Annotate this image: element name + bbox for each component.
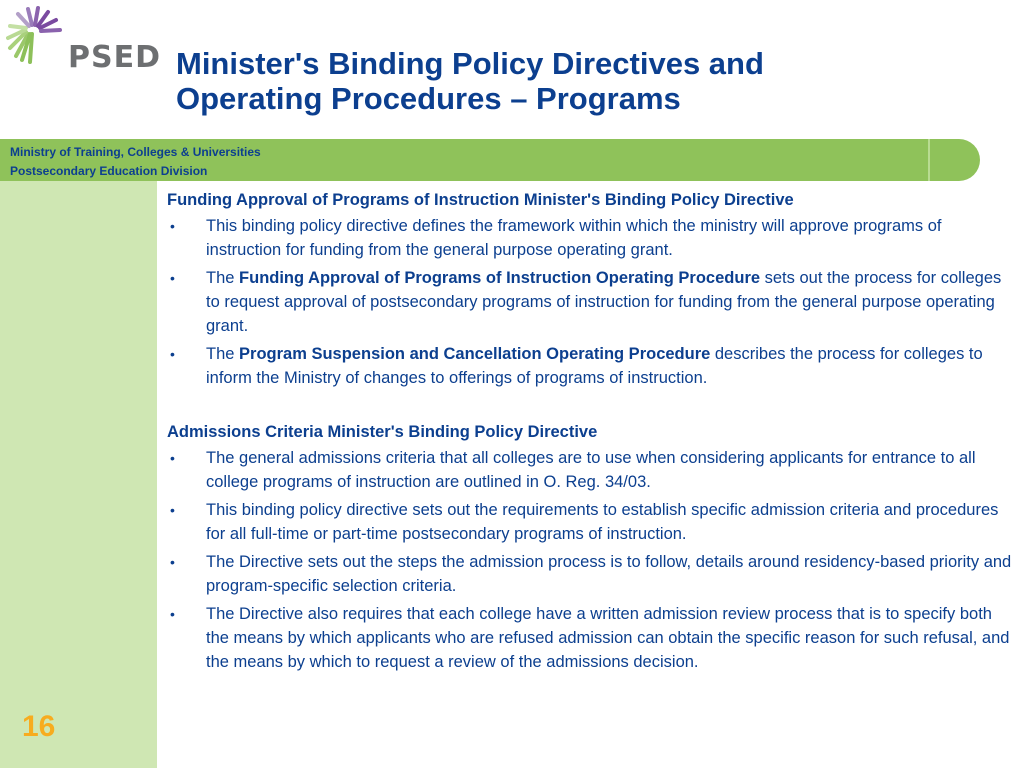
logo-wordmark: PSED [68, 40, 161, 75]
list-item: • This binding policy directive sets out the requirements to establish specific admission criteria and procedures for all full-time or part-time postsecondary programs of instruction. [167, 498, 1017, 546]
banner-divider [928, 139, 930, 181]
title-line-2: Operating Procedures – Programs [176, 81, 681, 116]
banner-ministry-name: Ministry of Training, Colleges & Universities [10, 145, 261, 159]
list-item: • The Directive also requires that each college have a written admission review process that is to specify both the means by which applicants who are refused admission can obtain the specific reason for such refusal, and the means by which to request a review of the admissions decision. [167, 602, 1017, 674]
page-title [176, 46, 876, 116]
psed-logo [6, 4, 161, 76]
section-heading-admissions: Admissions Criteria Minister's Binding Policy Directive [167, 423, 598, 441]
list-item: • The general admissions criteria that all colleges are to use when considering applicants for entrance to all college programs of instruction are outlined in O. Reg. 34/03. [167, 446, 1017, 494]
left-sidebar-panel [0, 181, 157, 768]
list-item: • The Directive sets out the steps the admission process is to follow, details around residency-based priority and program-specific selection criteria. [167, 550, 1017, 598]
procedure-name: Program Suspension and Cancellation Operating Procedure [239, 345, 711, 363]
funding-bullet-list [167, 214, 1017, 390]
page-number: 16 [22, 710, 56, 743]
list-item: • This binding policy directive defines the framework within which the ministry will approve programs of instruction for funding from the general purpose operating grant. [167, 214, 1017, 262]
list-item: • The Funding Approval of Programs of Instruction Operating Procedure sets out the process for colleges to request approval of postsecondary programs of instruction for funding from the general purpose operating grant. [167, 266, 1017, 338]
banner-division-name: Postsecondary Education Division [10, 164, 208, 178]
procedure-name: Funding Approval of Programs of Instruction Operating Procedure [239, 269, 761, 287]
admissions-bullet-list [167, 446, 1017, 674]
section-heading-funding: Funding Approval of Programs of Instruction Minister's Binding Policy Directive [167, 191, 794, 209]
list-item: • The Program Suspension and Cancellation Operating Procedure describes the process for colleges to inform the Ministry of changes to offerings of programs of instruction. [167, 342, 1017, 390]
slide-content [167, 190, 1017, 674]
title-line-1: Minister's Binding Policy Directives and [176, 46, 764, 81]
psed-burst-icon [6, 4, 66, 66]
